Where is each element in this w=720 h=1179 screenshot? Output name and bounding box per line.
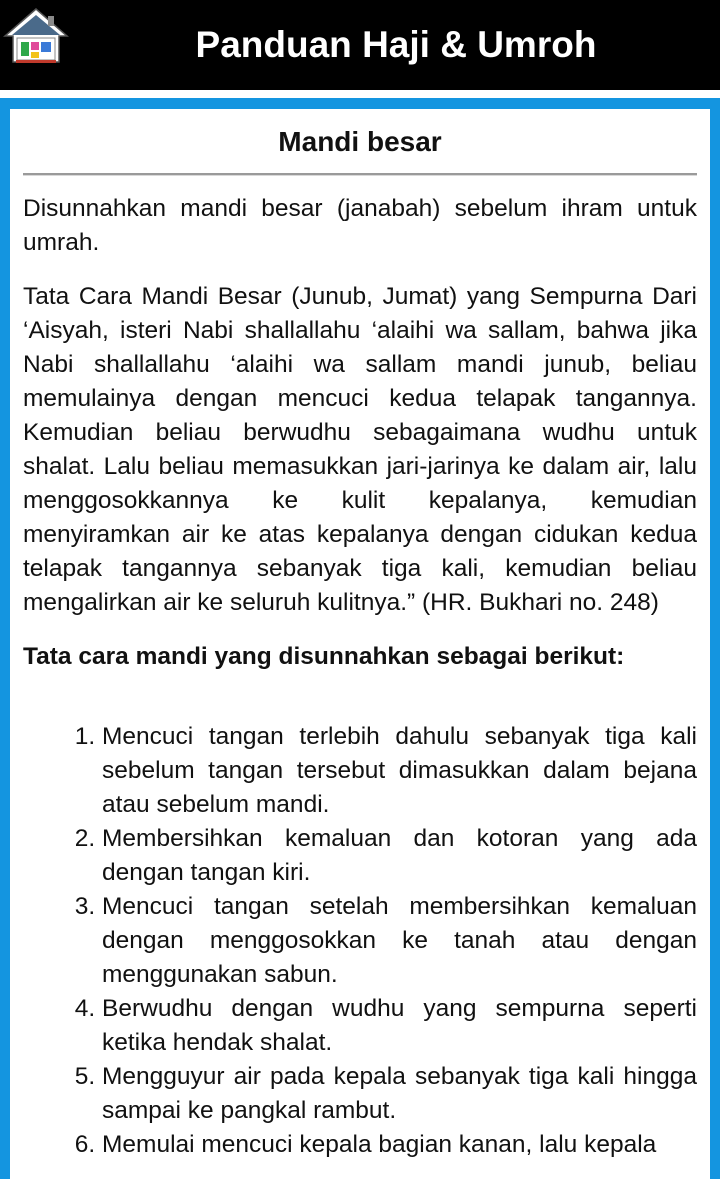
list-item: 3. Mencuci tangan setelah membersihkan kemaluan dengan menggosokkan ke tanah atau dengan menggunakan sabun. — [102, 890, 697, 992]
list-item: 1. Mencuci tangan terlebih dahulu sebanyak tiga kali sebelum tangan tersebut dimasukkan dalam bejana atau sebelum mandi. — [102, 720, 697, 822]
list-item: 2. Membersihkan kemaluan dan kotoran yang ada dengan tangan kiri. — [102, 822, 697, 890]
house-icon — [2, 6, 70, 66]
article — [10, 126, 710, 1162]
hadith-paragraph: Tata Cara Mandi Besar (Junub, Jumat) yang Sempurna Dari ‘Aisyah, isteri Nabi shallallahu ‘alaihi wa sallam, bahwa jika Nabi shallallahu ‘alaihi wa sallam mandi junub, beliau memulainya dengan mencuci kedua telapak tangannya. Kemudian beliau berwudhu sebagaimana wudhu untuk shalat. Lalu beliau memasukkan jari-jarinya ke dalam air, lalu menggosokkannya ke kulit kepalanya, kemudian menyiramkan air ke atas kepalanya dengan cidukan kedua telapak tangannya sebanyak tiga kali, kemudian beliau mengalirkan air ke seluruh kulitnya.” (HR. Bukhari no. 248) — [23, 283, 697, 616]
article-title: Mandi besar — [278, 126, 442, 157]
intro-paragraph: Disunnahkan mandi besar (janabah) sebelum ihram untuk umrah. — [23, 195, 697, 256]
home-button[interactable] — [2, 6, 70, 66]
title-divider — [23, 173, 697, 176]
article-scroll-area[interactable] — [10, 109, 710, 1179]
list-item: 4. Berwudhu dengan wudhu yang sempurna seperti ketika hendak shalat. — [102, 992, 697, 1060]
app-title: Panduan Haji & Umroh — [195, 24, 597, 65]
list-item: 5. Mengguyur air pada kepala sebanyak tiga kali hingga sampai ke pangkal rambut. — [102, 1060, 697, 1128]
app-bar — [0, 0, 720, 90]
steps-heading: Tata cara mandi yang disunnahkan sebagai berikut: — [23, 643, 625, 670]
list-item: 6. Memulai mencuci kepala bagian kanan, lalu kepala — [102, 1128, 697, 1162]
steps-list — [23, 720, 697, 1162]
header-separator — [0, 90, 720, 98]
